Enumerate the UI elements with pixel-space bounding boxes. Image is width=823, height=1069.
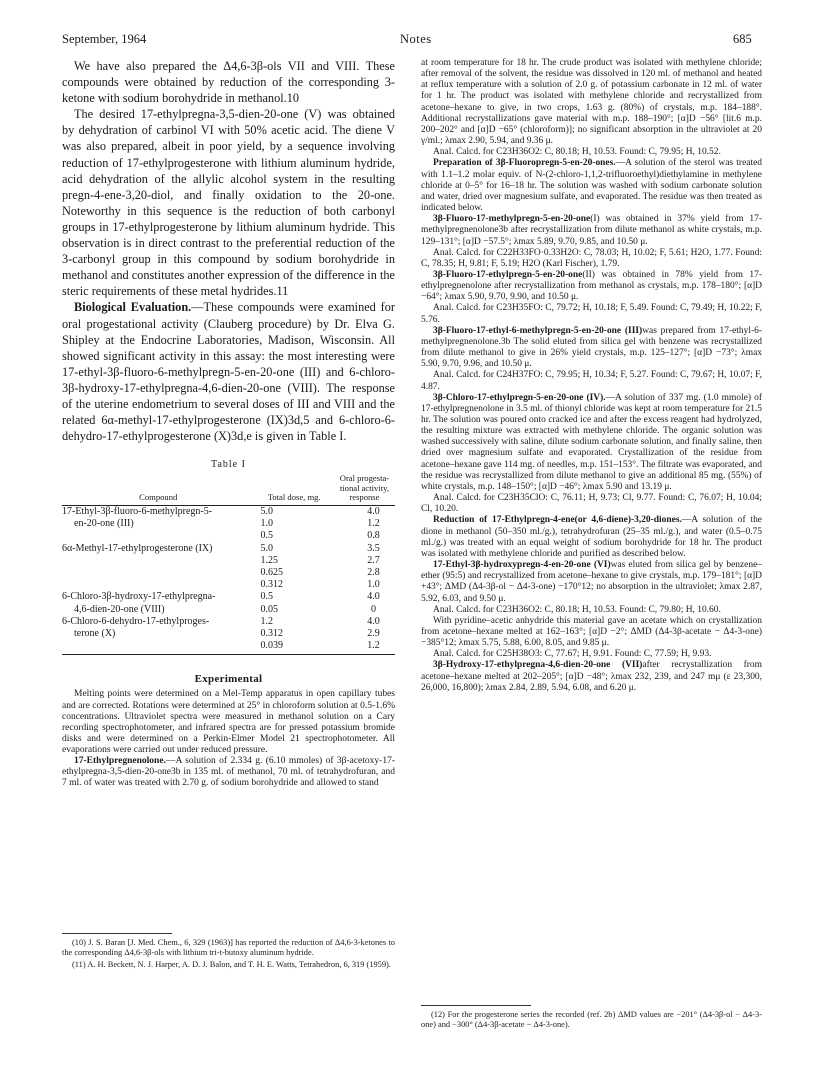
- table-cell-compound: [62, 530, 254, 542]
- compound-I-heading: 3β-Fluoro-17-methylpregn-5-en-20-one: [433, 214, 591, 225]
- table-cell-response: 0.8: [367, 530, 380, 542]
- table-cell-dose: 0.5: [260, 530, 273, 542]
- fluoro-text: —A solution of the sterol was treated with 1.1–1.2 molar equiv. of N-(2-chloro-1,1,2-trifluoroethyl)diethylamine in methylene chloride at 0–5° for 16–18 hr. The solution was washed with sodium carbonate solution and water, dried over magnesium sulfate, and evaporated. The residue was then treated as indicated below.: [421, 158, 762, 214]
- table-cell-response: 2.7: [367, 554, 380, 566]
- analysis-ethylpregnenolone: Anal. Calcd. for C23H36O2: C, 80.18; H, 10.53. Found: C, 79.95; H, 10.52.: [433, 147, 721, 158]
- table-cell-compound: 4,6-dien-20-one (VIII): [74, 603, 165, 615]
- analysis-compound-II: Anal. Calcd. for C23H35FO: C, 79.72; H, 10.18; F, 5.49. Found: C, 79.49; H, 10.22; F, 5.76.: [421, 303, 762, 325]
- reduction-heading: Reduction of 17-Ethylpregn-4-ene(or 4,6-diene)-3,20-diones.: [433, 515, 682, 526]
- ethylpregnenolone-text: —A solution of 2.334 g. (6.10 mmoles) of 3β-acetoxy-17-ethylpregna-3,5-dien-20-one3b in 135 ml. of methanol, 70 ml. of tetrahydrofuran, and 7 ml. of water was treated with 2.70 g. of sodium borohydride and allowed to stand: [62, 756, 395, 789]
- table-cell-compound: 6-Chloro-6-dehydro-17-ethylproges-: [62, 615, 210, 627]
- paragraph-compound-II: [421, 270, 762, 303]
- fluoro-heading: Preparation of 3β-Fluoropregn-5-en-20-ones.: [433, 158, 616, 169]
- table-cell-compound: [62, 555, 254, 567]
- table-cell-dose: 0.039: [260, 640, 283, 652]
- compound-II-heading: 3β-Fluoro-17-ethylpregn-5-en-20-one: [433, 269, 583, 280]
- compound-III-text: was prepared from 17-ethyl-6-methylpregnenolone.3b The solid eluted from silica gel with benzene was recrystallized from dilute methanol to give in 26% yield crystals, m.p. 125–127°; [α]D −73°; λmax 5.90, 9.70, 9.96, and 10.50 μ.: [421, 325, 762, 370]
- table-progestational-activity: [62, 474, 395, 652]
- table-cell-compound: 6α-Methyl-17-ethylprogesterone (IX): [62, 542, 213, 554]
- ethylpregnenolone-heading: 17-Ethylpregnenolone.: [74, 756, 166, 767]
- table-cell-compound: 17-Ethyl-3β-fluoro-6-methylpregn-5-: [62, 506, 213, 518]
- right-column: [421, 58, 762, 694]
- table-cell-dose: 5.0: [260, 506, 273, 518]
- paragraph-fluoropregnenones: [421, 158, 762, 214]
- footnote-rule: [62, 933, 172, 934]
- table-cell-dose: 0.5: [260, 591, 273, 603]
- table-cell-response: 2.9: [367, 628, 380, 640]
- analysis-compound-III: Anal. Calcd. for C24H37FO: C, 79.95; H, 10.34; F, 5.27. Found: C, 79.67; H, 10.07; F, 4.87.: [421, 370, 762, 392]
- compound-VII-text: after recrystallization from acetone–hexane melted at 202–205°; [α]D −48°; λmax 232, 239, and 247 mμ (ε 23,300, 26,000, 16,800); λmax 2.84, 2.89, 5.94, 6.08, and 6.20 μ.: [421, 660, 762, 693]
- biological-heading: Biological Evaluation.: [74, 300, 192, 315]
- paragraph-ethylpregnenolone: [62, 756, 395, 789]
- running-header-section: Notes: [400, 32, 432, 46]
- paragraph-ethylpregnenolone-cont: at room temperature for 18 hr. The crude product was isolated with methylene chloride; after removal of the solvent, the residue was dissolved in 120 ml. of methanol and heated at reflux temperature with a solution of 2.0 g. of potassium carbonate in 12 ml. of water for 1 hr. The product was isolated with methylene chloride and recrystallized from acetone–hexane to give, in two crops, 1.63 g. (80%) of crystals, m.p. 184–188°. Additional recrystallizations gave material with m.p. 188–190°; [α]D −56° [lit.6 m.p. 200–202° and [α]D −65° (chloroform)]; no significant absorption in the ultraviolet at 20 γ/ml.; λmax 2.90, 5.94, and 9.36 μ.: [421, 58, 762, 147]
- paragraph-biological: [62, 299, 395, 444]
- paragraph-compound-VI-acetate: With pyridine–acetic anhydride this material gave an acetate which on crystallization from acetone–hexane melted at 162–163°; [α]D −2°; ΔMD (Δ4-3β-acetate − Δ4-3-one) −385°12; λmax 5.75, 5.88, 6.00, 8.05, and 9.85 μ.: [421, 615, 762, 649]
- table-cell-compound: terone (X): [74, 628, 116, 640]
- table-cell-response: 1.2: [367, 518, 380, 530]
- table-cell-dose: 0.625: [260, 567, 283, 579]
- table-row: [62, 616, 395, 628]
- table-title: Table I: [211, 459, 246, 471]
- analysis-compound-VI-acetate: Anal. Calcd. for C25H38O3: C, 77.67; H, 9.91. Found: C, 77.59; H, 9.93.: [433, 649, 712, 660]
- table-row: [62, 530, 395, 542]
- paragraph-dienols: We have also prepared the Δ4,6-3β-ols VII and VIII. These compounds were obtained by reduction of the corresponding 3-ketone with sodium borohydride in methanol.10: [62, 59, 395, 106]
- table-header-compound: Compound: [139, 492, 178, 503]
- table-cell-response: 2.8: [367, 567, 380, 579]
- table-row: [62, 567, 395, 579]
- compound-VI-text: was eluted from silica gel by benzene–ether (95:5) and recrystallized from acetone–hexane to give crystals, m.p. 179–181°; [α]D +43°; ΔMD (Δ4-3β-ol − Δ4-3-one) −170°12; no absorption in the ultraviolet; λmax 2.87, 5.92, 6.03, and 9.50 μ.: [421, 560, 762, 604]
- table-cell-response: 1.0: [367, 579, 380, 591]
- footnote-12: (12) For the progesterone series the recorded (ref. 2b) ΔMD values are −201° (Δ4-3β-ol − Δ4-3-one) and −300° (Δ4-3β-acetate − Δ4-3-one).: [421, 1010, 762, 1030]
- table-cell-dose: 0.312: [260, 628, 283, 640]
- table-cell-response: 4.0: [367, 506, 380, 518]
- analysis-compound-VI: Anal. Calcd. for C23H36O2: C, 80.18; H, 10.53. Found: C, 79.80; H, 10.60.: [433, 604, 721, 615]
- paragraph-reduction: [421, 515, 762, 560]
- table-row: [62, 579, 395, 591]
- paragraph-compound-III: [421, 326, 762, 371]
- biological-text: —These compounds were examined for oral progestational activity (Clauberg procedure) by Dr. Elva G. Shipley at the Endocrine Laboratories, Madison, Wisconsin. All showed significant activity in this assay: the most interesting were 17-ethyl-3β-fluoro-6-methylpregn-5-en-20-one (III) and 6-chloro-3β-hydroxy-17-ethylpregna-4,6-dien-20-one (VIII). The response of the uterine endometrium to several doses of III and VIII and the related 6α-methyl-17-ethylprogesterone (IX)3d,5 and 6-chloro-6-dehydro-17-ethylprogesterone (X)3d,e is given in Table I.: [62, 300, 395, 444]
- running-header-date: September, 1964: [62, 32, 147, 46]
- compound-II-text: (II) was obtained in 78% yield from 17-ethylpregnenolone after recrystallization from methanol as crystals, m.p. 178–180°; [α]D −64°; λmax 5.90, 9.70, 9.90, and 10.50 μ.: [421, 269, 762, 303]
- table-row: [62, 555, 395, 567]
- table-cell-compound: en-20-one (III): [74, 518, 134, 530]
- experimental-heading: Experimental: [194, 673, 263, 686]
- table-cell-compound: [62, 567, 254, 579]
- left-column: [62, 58, 395, 789]
- table-row: [62, 604, 395, 616]
- table-row: [62, 518, 395, 530]
- paragraph-diene: The desired 17-ethylpregna-3,5-dien-20-one (V) was obtained by dehydration of carbinol VI with 50% acetic acid. The diene V was also prepared, albeit in poor yield, by a sequence involving reduction of 17-ethylprogesterone with lithium aluminum hydride, acid dehydration of the allylic alcohol system in the resulting pregn-4-ene-3,20-diol, and finally oxidation to the 20-one. Noteworthy in this sequence is the reduction of both carbonyl groups in 17-ethylprogesterone by lithium aluminum hydride. This observation is in direct contrast to the preferential reduction of the 3-carbonyl group in this compound by sodium borohydride in methanol and constitutes another expression of the difference in the steric requirements of these metal hydrides.11: [62, 107, 395, 299]
- paragraph-compound-I: [421, 214, 762, 247]
- footnotes-right: [421, 1005, 762, 1032]
- table-cell-response: 3.5: [367, 542, 380, 554]
- paragraph-compound-IV: [421, 393, 762, 493]
- table-cell-compound: 6-Chloro-3β-hydroxy-17-ethylpregna-: [62, 591, 216, 603]
- table-header-response: Oral progesta-tional activity, response: [339, 473, 390, 503]
- table-cell-dose: 5.0: [260, 542, 273, 554]
- table-row: [62, 640, 395, 652]
- table-cell-compound: [62, 579, 254, 591]
- table-cell-dose: 1.25: [260, 554, 278, 566]
- table-cell-response: 4.0: [367, 591, 380, 603]
- compound-I-text: (I) was obtained in 37% yield from 17-methylpregnenolone3b after recrystallization from dilute methanol as white crystals, m.p. 129–131°; [α]D −57.5°; λmax 5.89, 9.70, 9.85, and 10.50 μ.: [421, 214, 762, 247]
- compound-IV-heading: 3β-Chloro-17-ethylpregn-5-en-20-one (IV).: [433, 392, 606, 403]
- paragraph-compound-VI: [421, 560, 762, 605]
- paragraph-compound-VII: [421, 660, 762, 693]
- compound-VI-heading: 17-Ethyl-3β-hydroxypregn-4-en-20-one (VI): [433, 560, 611, 571]
- table-cell-response: 1.2: [367, 640, 380, 652]
- table-cell-compound: [62, 640, 254, 652]
- footnote-11: (11) A. H. Beckett, N. J. Harper, A. D. J. Balon, and T. H. E. Watts, Tetrahedron, 6, 319 (1959).: [72, 960, 391, 970]
- table-row: [62, 591, 395, 603]
- compound-IV-text: —A solution of 337 mg. (1.0 mmole) of 17-ethylpregnenolone in 3.5 ml. of thionyl chloride was kept at room temperature for 21.5 hr. The solution was poured onto cracked ice and after the excess reagent had hydrolyzed, the resulting mixture was extracted with methylene chloride. The organic solution was washed successively with saline, dilute sodium carbonate solution, and finally saline, then dried over magnesium sulfate and evaporated. Crystallization of the residue from acetone–hexane gave 114 mg. of needles, m.p. 151–153°. The filtrate was evaporated, and the residue was recrystallized from dilute methanol to give an additional 85 mg. (55%) of white crystals, m.p. 148–150°; [α]D −46°; λmax 5.90 and 13.19 μ.: [421, 392, 762, 492]
- table-cell-dose: 1.0: [260, 518, 273, 530]
- table-cell-response: 4.0: [367, 615, 380, 627]
- page-number: 685: [733, 32, 752, 46]
- footnote-rule: [421, 1005, 531, 1006]
- table-row: [62, 506, 395, 519]
- table-cell-dose: 0.312: [260, 579, 283, 591]
- analysis-compound-I: Anal. Calcd. for C22H33FO·0.33H2O: C, 78.03; H, 10.02; F, 5.61; H2O, 1.77. Found: C, 78.35; H, 9.81; F, 5.19; H2O (Karl Fischer), 1.79.: [421, 247, 762, 269]
- table-cell-dose: 0.05: [260, 603, 278, 615]
- footnote-10: (10) J. S. Baran [J. Med. Chem., 6, 329 (1963)] has reported the reduction of Δ4,6-3-ketones to the corresponding Δ4,6-3β-ols with lithium tri-t-butoxy aluminum hydride.: [62, 938, 395, 958]
- table-row: [62, 543, 395, 555]
- table-header-dose: Total dose, mg.: [267, 492, 321, 503]
- table-bottom-rule: [62, 654, 395, 655]
- paragraph-methods: Melting points were determined on a Mel-Temp apparatus in open capillary tubes and are corrected. Rotations were determined at 25° in chloroform solution at 0.5-1.6% concentrations. Ultraviolet spectra were measured in methanol solution on a Cary recording spectrophotometer, and infrared spectra are for pressed potassium bromide disks and were determined on a Perkin-Elmer Model 21 spectrophotometer. All evaporations were carried out under reduced pressure.: [62, 689, 395, 755]
- table-cell-response: 0: [370, 603, 376, 615]
- compound-VII-heading: 3β-Hydroxy-17-ethylpregna-4,6-dien-20-one (VII): [433, 660, 643, 671]
- compound-III-heading: 3β-Fluoro-17-ethyl-6-methylpregn-5-en-20-one (III): [433, 325, 643, 336]
- analysis-compound-IV: Anal. Calcd. for C23H35ClO: C, 76.11; H, 9.73; Cl, 9.77. Found: C, 76.07; H, 10.04; Cl, 10.20.: [421, 493, 762, 515]
- reduction-text: —A solution of the dione in methanol (50–350 ml./g.), tetrahydrofuran (25–35 ml./g.), and water (0.5–0.75 ml./g.) was treated with an equal weight of sodium borohydride for 18 hr. The product was isolated with methylene chloride and purified as described below.: [421, 515, 762, 559]
- table-row: [62, 628, 395, 640]
- table-cell-dose: 1.2: [260, 615, 273, 627]
- footnotes-left: [62, 933, 395, 972]
